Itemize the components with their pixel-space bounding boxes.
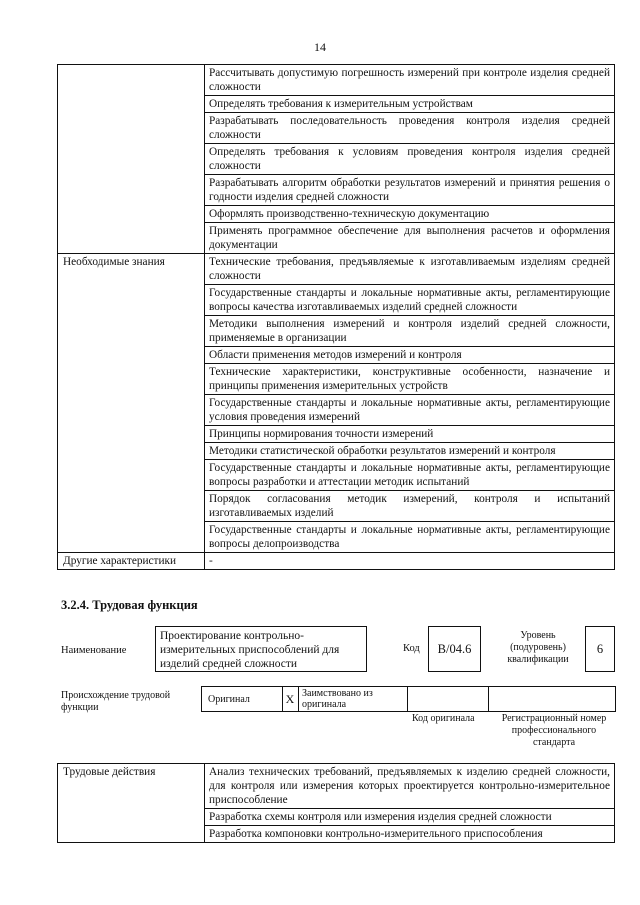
skill-item: Разрабатывать последовательность проведения контроля изделия средней сложности [205,113,615,144]
origin-label: Происхождение трудовой функции [61,690,171,713]
origin-code-cell [407,686,489,712]
skill-item: Разрабатывать алгоритм обработки результатов измерений и принятия решения о годности изделия средней сложности [205,175,615,206]
skill-item: Применять программное обеспечение для выполнения расчетов и оформления документации [205,223,615,254]
other-value: - [205,553,615,570]
skill-item: Определять требования к измерительным устройствам [205,96,615,113]
knowledge-item: Технические характеристики, конструктивные особенности, назначение и принципы применения измерительных устройств [205,364,615,395]
other-label: Другие характеристики [58,553,205,570]
table-row [58,764,615,809]
action-item: Разработка схемы контроля или измерения изделия средней сложности [205,809,615,826]
knowledge-item: Порядок согласования методик измерений, контроля и испытаний изготавливаемых изделий [205,491,615,522]
knowledge-label: Необходимые знания [58,254,205,553]
knowledge-item: Принципы нормирования точности измерений [205,426,615,443]
level-label: Уровень (подуровень) квалификации [507,630,569,665]
level-value-box: 6 [585,626,615,672]
knowledge-item: Государственные стандарты и локальные нормативные акты, регламентирующие вопросы делопроизводства [205,522,615,553]
knowledge-item: Технические требования, предъявляемые к изготавливаемым изделиям средней сложности [205,254,615,285]
code-label: Код [403,643,420,654]
function-name-box: Проектирование контрольно-измерительных приспособлений для изделий средней сложности [155,626,367,672]
reg-number-cell [488,686,616,712]
knowledge-item: Государственные стандарты и локальные нормативные акты, регламентирующие условия проведения измерений [205,395,615,426]
knowledge-item: Государственные стандарты и локальные нормативные акты, регламентирующие вопросы разработки и аттестации методик испытаний [205,460,615,491]
skill-item: Рассчитывать допустимую погрешность измерений при контроле изделия средней сложности [205,65,615,96]
table-row [58,254,615,285]
skill-item: Оформлять производственно-техническую документацию [205,206,615,223]
code-value-box: B/04.6 [428,626,481,672]
skill-item: Определять требования к условиям проведения контроля изделия средней сложности [205,144,615,175]
actions-label: Трудовые действия [58,764,205,843]
reg-number-caption: Регистрационный номер профессионального стандарта [501,713,607,748]
knowledge-item: Области применения методов измерений и контроля [205,347,615,364]
action-item: Анализ технических требований, предъявляемых к изделию средней сложности, для контроля или измерения которых проектируется контрольно-измерительное приспособление [205,764,615,809]
page-number: 14 [314,40,326,54]
labor-actions-table [57,763,615,843]
action-item: Разработка компоновки контрольно-измерительного приспособления [205,826,615,843]
origin-code-caption: Код оригинала [412,713,475,724]
origin-row [201,686,616,712]
competency-table [57,64,615,570]
original-label: Оригинал [208,693,250,705]
name-label: Наименование [61,645,127,656]
table-row [58,65,615,96]
original-mark: X [282,686,299,712]
knowledge-item: Методики статистической обработки результатов измерений и контроля [205,443,615,460]
skills-label-cell [58,65,205,254]
section-heading: 3.2.4. Трудовая функция [61,598,198,612]
borrowed-cell [298,686,408,712]
borrowed-label: Заимствовано из оригинала [302,688,373,710]
original-cell [201,686,283,712]
table-row [58,553,615,570]
knowledge-item: Государственные стандарты и локальные нормативные акты, регламентирующие вопросы качества изготавливаемых изделий средней сложности [205,285,615,316]
knowledge-item: Методики выполнения измерений и контроля изделий средней сложности, применяемые в организации [205,316,615,347]
